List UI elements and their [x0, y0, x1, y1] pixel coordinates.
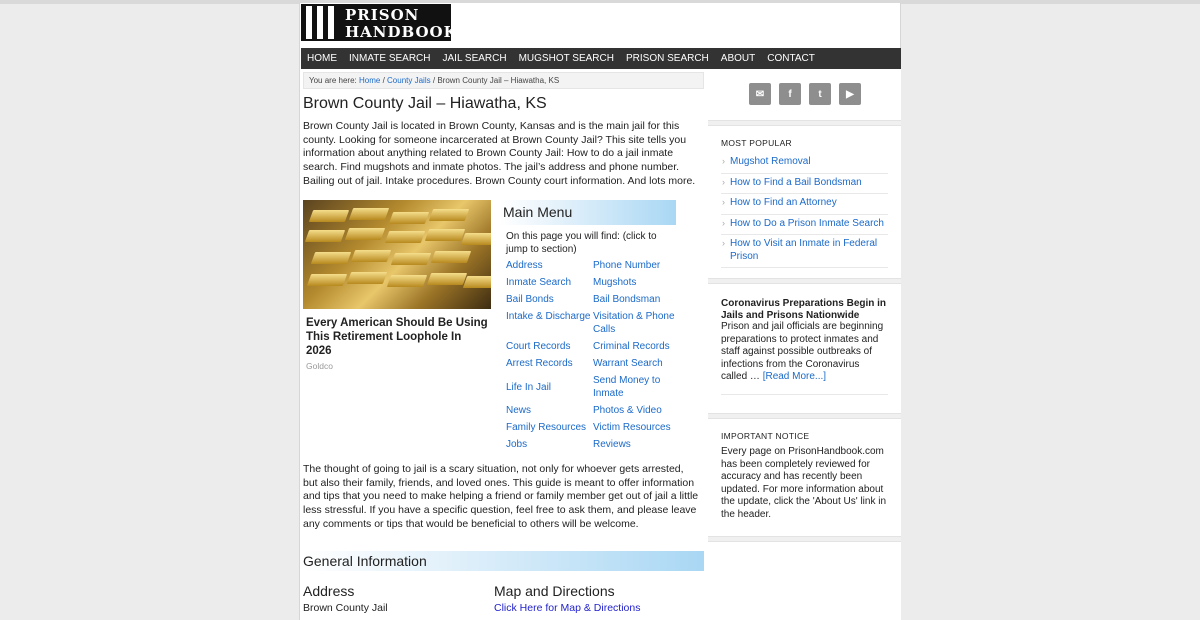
read-more-link[interactable]: [Read More...] [762, 371, 827, 383]
nav-mugshot-search[interactable]: MUGSHOT SEARCH [518, 53, 614, 64]
sidebar-empty-widget [708, 541, 901, 620]
address-section [303, 583, 388, 614]
popular-link-inmate-search[interactable]: › How to Do a Prison Inmate Search [721, 215, 888, 236]
menu-link-photos-video[interactable]: Photos & Video [593, 405, 662, 416]
breadcrumb-prefix: You are here: [309, 76, 357, 85]
news-title[interactable]: Coronavirus Preparations Begin in Jails and Prisons Nationwide [721, 298, 887, 321]
social-icons [708, 69, 901, 121]
youtube-icon[interactable]: ▶ [839, 83, 861, 105]
map-section [494, 583, 640, 614]
main-menu [500, 200, 676, 452]
breadcrumb-separator: / [432, 76, 436, 85]
prison-bars-icon [304, 6, 336, 39]
menu-link-bail-bonds[interactable]: Bail Bonds [506, 294, 554, 305]
main-content [303, 72, 704, 614]
ad-source: Goldco [306, 361, 333, 371]
page-title: Brown County Jail – Hiawatha, KS [303, 95, 547, 112]
nav-inmate-search[interactable]: INMATE SEARCH [349, 53, 431, 64]
menu-link-send-money[interactable]: Send Money to Inmate [593, 375, 661, 399]
menu-link-court-records[interactable]: Court Records [506, 341, 571, 352]
menu-link-phone-number[interactable]: Phone Number [593, 260, 661, 271]
general-information-heading: General Information [303, 551, 704, 571]
main-menu-hint: On this page you will find: (click to jump to section) [506, 231, 657, 255]
guide-paragraph: The thought of going to jail is a scary situation, not only for whoever gets arrested, but also their family, friends, and loved ones. This guide is meant to offer information and tips that you need to make helping a friend or family member get out of jail a little less stressful. If you have a specific question, feel free to ask them, and please leave any comments or tips that would be beneficial to others will be welcome. [303, 463, 699, 530]
intro-paragraph: Brown County Jail is located in Brown County, Kansas and is the main jail for this county. Looking for someone incarcerated at Brown County Jail? This site tells you information about anything related to Brown County Jail: How to do a jail inmate search. Find mugshots and inmate photos. The jail’s address and phone number. Bailing out of jail. Intake procedures. Brown County court information. And lots more. [303, 120, 696, 187]
nav-home[interactable]: HOME [307, 53, 337, 64]
menu-link-arrest-records[interactable]: Arrest Records [506, 358, 573, 369]
menu-link-visitation-phone[interactable]: Visitation & Phone Calls [593, 311, 675, 335]
menu-link-family-resources[interactable]: Family Resources [506, 422, 587, 433]
logo-text-line1: PRISON [345, 6, 420, 24]
breadcrumb-separator: / [382, 76, 385, 85]
news-text: Prison and jail officials are beginning preparations to protect inmates and staff against possible outbreaks of infections from the Coronavirus called … [721, 321, 884, 383]
news-widget [708, 283, 901, 414]
breadcrumb-home-link[interactable]: Home [358, 76, 381, 85]
ad-title[interactable]: Every American Should Be Using This Retirement Loophole In 2026 [306, 317, 488, 357]
facebook-icon[interactable]: f [779, 83, 801, 105]
menu-link-bail-bondsman[interactable]: Bail Bondsman [593, 294, 661, 305]
popular-link-mugshot-removal[interactable]: › Mugshot Removal [721, 153, 888, 174]
address-heading: Address [303, 583, 355, 599]
main-menu-heading: Main Menu [500, 200, 676, 225]
menu-link-address[interactable]: Address [506, 260, 543, 271]
menu-link-warrant-search[interactable]: Warrant Search [593, 358, 663, 369]
most-popular-widget [708, 125, 901, 279]
breadcrumb-county-jails-link[interactable]: County Jails [387, 76, 431, 85]
map-heading: Map and Directions [494, 583, 615, 599]
address-name: Brown County Jail [303, 602, 388, 614]
nav-about[interactable]: ABOUT [720, 53, 756, 64]
menu-link-victim-resources[interactable]: Victim Resources [593, 422, 671, 433]
menu-link-life-in-jail[interactable]: Life In Jail [506, 382, 552, 393]
popular-link-federal-prison[interactable]: › How to Visit an Inmate in Federal Prison [721, 235, 888, 268]
sidebar [708, 69, 901, 620]
notice-heading: IMPORTANT NOTICE [721, 430, 810, 441]
map-directions-link[interactable]: Click Here for Map & Directions [494, 602, 641, 614]
breadcrumb-current: Brown County Jail – Hiawatha, KS [437, 76, 560, 85]
page-container [299, 3, 901, 620]
breadcrumb [303, 72, 704, 89]
main-nav [301, 48, 901, 69]
ad-gold-bars-image[interactable] [303, 200, 491, 309]
notice-text: Every page on PrisonHandbook.com has been completely reviewed for accuracy and has recently been updated. For more information about the update, click the 'About Us' link in the header. [721, 445, 887, 520]
menu-link-mugshots[interactable]: Mugshots [593, 277, 637, 288]
most-popular-heading: MOST POPULAR [721, 138, 792, 148]
email-icon[interactable]: ✉ [749, 83, 771, 105]
menu-link-inmate-search[interactable]: Inmate Search [506, 277, 572, 288]
nav-jail-search[interactable]: JAIL SEARCH [442, 53, 507, 64]
popular-link-bail-bondsman[interactable]: › How to Find a Bail Bondsman [721, 174, 888, 195]
news-excerpt [721, 321, 888, 395]
logo-text-line2: HANDBOOK [345, 23, 458, 41]
menu-link-reviews[interactable]: Reviews [593, 439, 631, 450]
sponsored-ad[interactable] [303, 200, 491, 371]
notice-widget [708, 418, 901, 537]
nav-contact[interactable]: CONTACT [767, 53, 815, 64]
menu-link-jobs[interactable]: Jobs [506, 439, 528, 450]
menu-link-criminal-records[interactable]: Criminal Records [593, 341, 670, 352]
main-menu-links [500, 256, 676, 452]
nav-prison-search[interactable]: PRISON SEARCH [625, 53, 709, 64]
menu-link-news[interactable]: News [506, 405, 532, 416]
popular-link-attorney[interactable]: › How to Find an Attorney [721, 194, 888, 215]
site-logo[interactable] [301, 4, 458, 41]
twitter-icon[interactable]: t [809, 83, 831, 105]
menu-link-intake-discharge[interactable]: Intake & Discharge [506, 311, 591, 322]
